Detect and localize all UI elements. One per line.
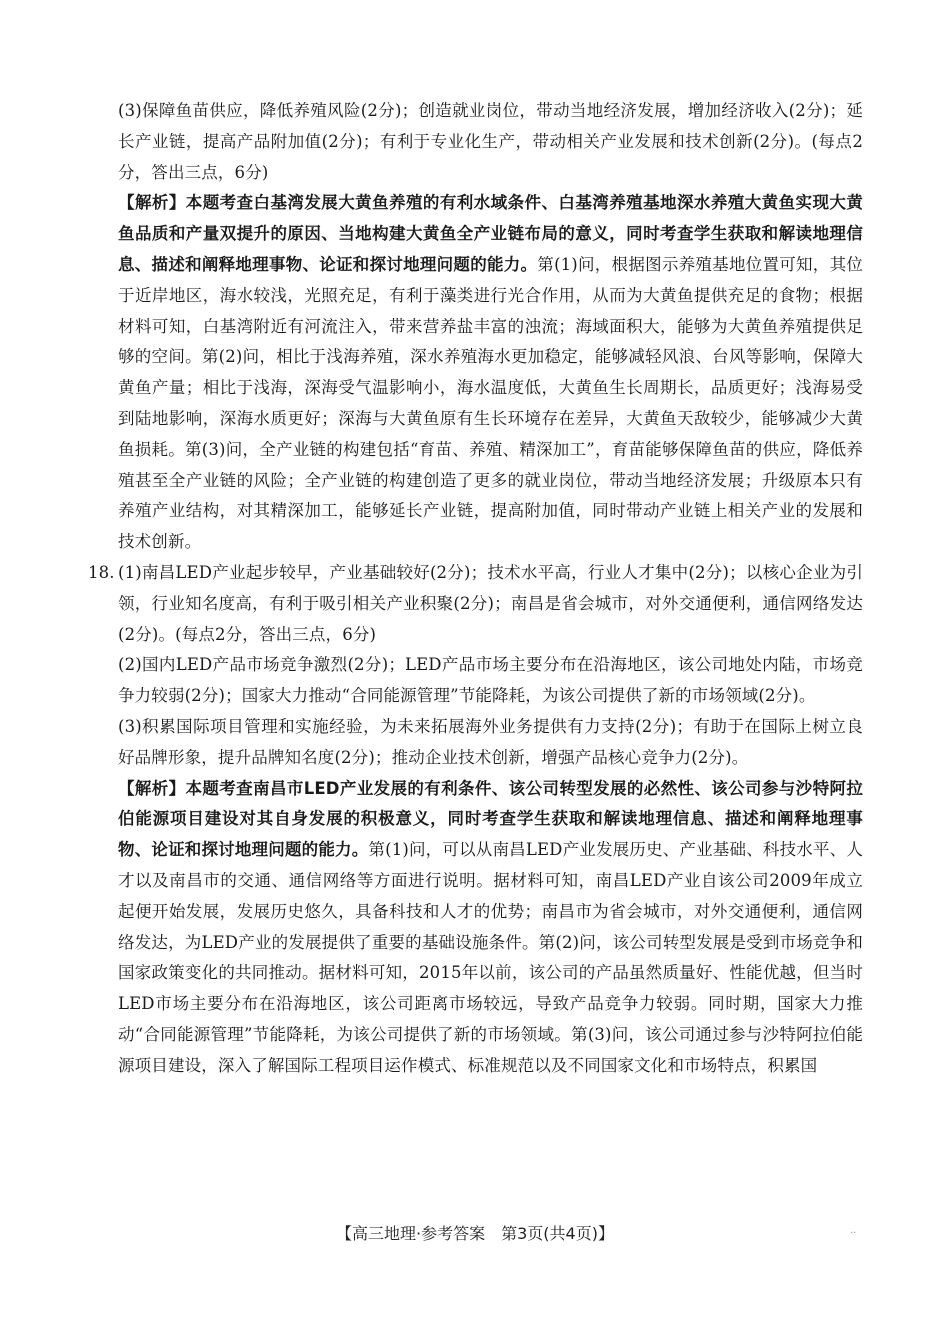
- q18-analysis: [118, 774, 863, 1082]
- page-footer: 【高三地理·参考答案 第3页(共4页)】: [336, 1224, 614, 1243]
- q18-part1-answer: (1)南昌LED产业起步较早，产业基础较好(2分)；技术水平高，行业人才集中(2分)；以核心企业为引领，行业知名度高，有利于吸引相关产业积聚(2分)；南昌是省会城市，对外交通便利，通信网络发达(2分)。(每点2分，答出三点，6分): [118, 562, 863, 644]
- q17-analysis-summary: 本题考查白基湾发展大黄鱼养殖的有利水域条件、白基湾养殖基地深水养殖大黄鱼实现大黄鱼品质和产量双提升的原因、当地构建大黄鱼全产业链布局的意义，同时考查学生获取和解读地理信息、描述和阐释地理事物、论证和探讨地理问题的能力。: [118, 193, 864, 274]
- q18-number: 18.: [88, 562, 115, 582]
- q17-analysis-label: 【解析】: [118, 193, 186, 213]
- q18-analysis-summary: 本题考查南昌市LED产业发展的有利条件、该公司转型发展的必然性、该公司参与沙特阿拉伯能源项目建设对其自身发展的积极意义，同时考查学生获取和解读地理信息、描述和阐释地理事物、论证和探讨地理问题的能力。: [118, 778, 863, 860]
- q17-part3-answer: (3)保障鱼苗供应，降低养殖风险(2分)；创造就业岗位，带动当地经济发展，增加经济收入(2分)；延长产业链，提高产品附加值(2分)；有利于专业化生产，带动相关产业发展和技术创新(2分)。(每点2分，答出三点，6分): [118, 101, 863, 182]
- q18-part3-answer: (3)积累国际项目管理和实施经验，为未来拓展海外业务提供有力支持(2分)；有助于在国际上树立良好品牌形象，提升品牌知名度(2分)；推动企业技术创新，增强产品核心竞争力(2分)。: [118, 716, 863, 767]
- q18-analysis-label: 【解析】: [118, 778, 186, 798]
- q18-part2-answer: (2)国内LED产品市场竞争激烈(2分)；LED产品市场主要分布在沿海地区，该公司地处内陆，市场竞争力较弱(2分)；国家大力推动“合同能源管理”节能降耗，为该公司提供了新的市场领域(2分)。: [118, 655, 863, 706]
- q18-answer: [88, 558, 863, 774]
- q18-analysis-text: 第(1)问，可以从南昌LED产业发展历史、产业基础、科技水平、人才以及南昌市的交通、通信网络等方面进行说明。据材料可知，南昌LED产业自该公司2009年成立起便开始发展，发展历史悠久，具备科技和人才的优势；南昌市为省会城市，对外交通便利，通信网络发达，为LED产业的发展提供了重要的基础设施条件。第(2)问，该公司转型发展是受到市场竞争和国家政策变化的共同推动。据材料可知，2015年以前，该公司的产品虽然质量好、性能优越，但当时LED市场主要分布在沿海地区，该公司距离市场较远，导致产品竞争力较弱。同时期，国家大力推动“合同能源管理”节能降耗，为该公司提供了新的市场领域。第(3)问，该公司通过参与沙特阿拉伯能源项目建设，深入了解国际工程项目运作模式、标准规范以及不同国家文化和市场特点，积累国: [118, 840, 864, 1075]
- answer-content: [88, 96, 864, 1082]
- q17-analysis: [118, 188, 863, 558]
- q17-analysis-text: 第(1)问，根据图示养殖基地位置可知，其位于近岸地区，海水较浅，光照充足，有利于藻类进行光合作用，从而为大黄鱼提供充足的食物；根据材料可知，白基湾附近有河流注入，带来营养盐丰富的浊流；海域面积大，能够为大黄鱼养殖提供足够的空间。第(2)问，相比于浅海养殖，深水养殖海水更加稳定，能够减轻风浪、台风等影响，保障大黄鱼产量；相比于浅海，深海受气温影响小，海水温度低，大黄鱼生长周期长，品质更好；浅海易受到陆地影响，深海水质更好；深海与大黄鱼原有生长环境存在差异，大黄鱼天敌较少，能够减少大黄鱼损耗。第(3)问，全产业链的构建包括“育苗、养殖、精深加工”，育苗能够保障鱼苗的供应，降低养殖甚至全产业链的风险；全产业链的构建创造了更多的就业岗位，带动当地经济发展；升级原本只有养殖产业结构，对其精深加工，能够延长产业链，提高附加值，同时带动产业链上相关产业的发展和技术创新。: [118, 254, 864, 552]
- corner-mark: ··: [850, 1228, 857, 1239]
